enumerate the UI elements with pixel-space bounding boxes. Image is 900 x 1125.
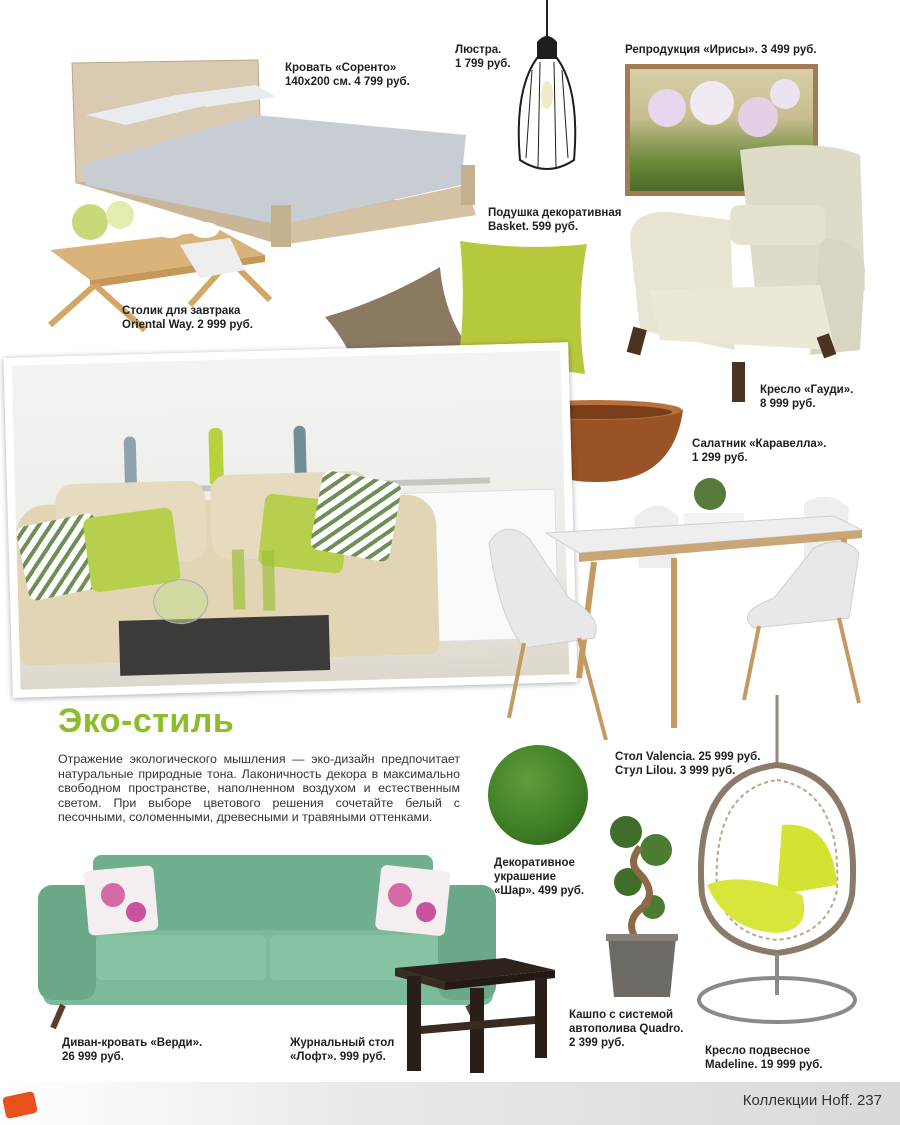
pillow-name: Подушка декоративная [488, 207, 622, 219]
coffee-table-line1: Журнальный стол [290, 1037, 395, 1049]
footer-page-label: Коллекции Hoff. 237 [742, 1092, 882, 1109]
planter-line1: Кашпо с системой [569, 1009, 674, 1021]
decor-ball-image [488, 745, 588, 845]
ball-caption [494, 856, 584, 898]
hanging-chair-line2: Madeline. 19 999 руб. [705, 1059, 823, 1071]
bowl-name: Салатник «Каравелла». [692, 438, 827, 450]
sofa-caption [62, 1036, 202, 1064]
bed-price: 140x200 см. 4 799 руб. [285, 76, 410, 88]
armchair-price: 8 999 руб. [760, 398, 816, 410]
armchair-name: Кресло «Гауди». [760, 384, 854, 396]
lamp-name: Люстра. [455, 44, 502, 56]
table-price: Стол Valencia. 25 999 руб. [615, 751, 761, 763]
coffee-table-caption [290, 1036, 394, 1064]
hanging-chair-line1: Кресло подвесное [705, 1045, 811, 1057]
chair-price: Стул Lilou. 3 999 руб. [615, 765, 736, 777]
page-footer [0, 1082, 900, 1125]
bed-caption [285, 61, 410, 89]
hanging-chair-image [692, 695, 862, 1035]
painting-caption [625, 43, 817, 57]
planter-line2: автополива Quadro. [569, 1023, 684, 1035]
coffee-table-line2: «Лофт». 999 руб. [290, 1051, 386, 1063]
bed-name: Кровать «Соренто» [285, 62, 397, 74]
sofa-line1: Диван-кровать «Верди». [62, 1037, 203, 1049]
bowl-price: 1 299 руб. [692, 452, 748, 464]
lamp-image [510, 0, 585, 180]
hanging-chair-caption [705, 1044, 823, 1072]
pillow-caption [488, 206, 621, 234]
ball-line1: Декоративное [494, 857, 575, 869]
planter-line3: 2 399 руб. [569, 1037, 625, 1049]
lamp-caption [455, 43, 511, 71]
armchair-image [620, 140, 875, 402]
planter-image [598, 812, 683, 1002]
tray-name: Столик для завтрака [122, 305, 241, 317]
pillow-price: Basket. 599 руб. [488, 221, 579, 233]
armchair-caption [760, 383, 853, 411]
bowl-caption [692, 437, 826, 465]
tray-price: Oriental Way. 2 999 руб. [122, 319, 253, 331]
ball-line3: «Шар». 499 руб. [494, 885, 585, 897]
article-title: Эко-стиль [58, 702, 235, 740]
coffee-table-image [395, 958, 557, 1073]
lamp-price: 1 799 руб. [455, 58, 511, 70]
tray-caption [122, 304, 253, 332]
planter-caption [569, 1008, 683, 1050]
sofa-line2: 26 999 руб. [62, 1051, 124, 1063]
article-body: Отражение экологического мышления — эко-дизайн предпочитает натуральные природные тона. Лаконичность декора в максимально свободном пространстве, наполненном воздухом и естественным светом. При выборе цветового решения сочетайте белый с песочными, соломенными, древесными и травяными оттенками. [58, 752, 460, 825]
ball-line2: украшение [494, 871, 556, 883]
painting-text: Репродукция «Ирисы». 3 499 руб. [625, 44, 817, 56]
